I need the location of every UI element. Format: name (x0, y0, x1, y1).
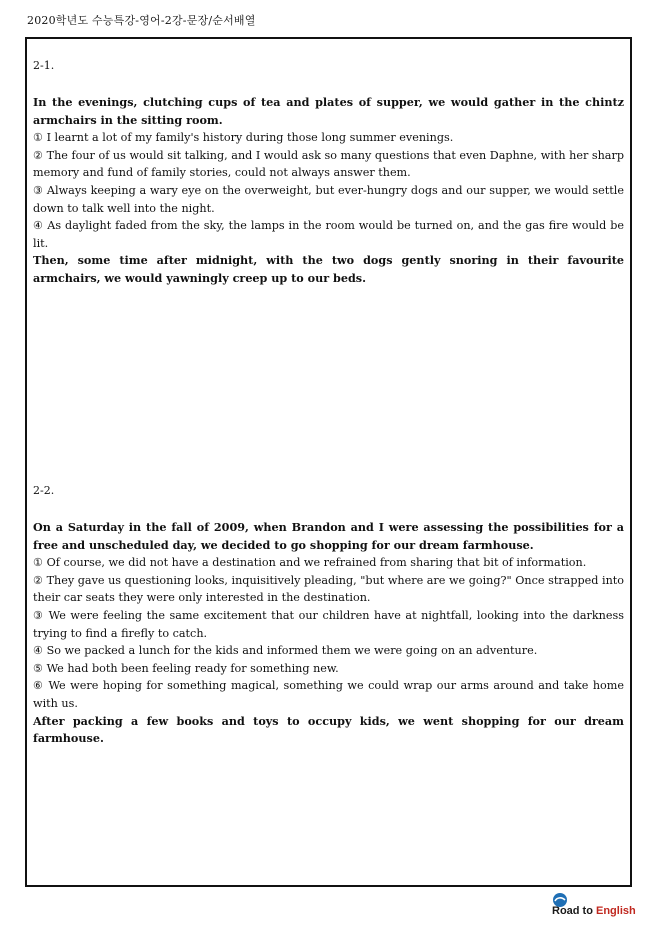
document-header-title: 2020학년도 수능특강-영어-2강-문장/순서배열 (27, 14, 256, 27)
option-3: ③ We were feeling the same excitement that our children have at nightfall, looking into the darkness trying to find a firefly to catch. (33, 608, 624, 640)
option-1: ① I learnt a lot of my family's history during those long summer evenings. (33, 131, 454, 145)
option-4: ④ As daylight faded from the sky, the lamps in the room would be turned on, and the gas fire would be lit. (33, 219, 624, 250)
question-label: 2-1. (33, 59, 55, 72)
question-2-1 (33, 59, 624, 288)
content-frame (25, 37, 632, 887)
question-2-2 (33, 484, 624, 748)
logo-text (552, 905, 636, 917)
conclusion-sentence: Then, some time after midnight, with the two dogs gently snoring in their favourite armchairs, we would yawningly creep up to our beds. (33, 253, 624, 285)
option-2: ② They gave us questioning looks, inquisitively pleading, "but where are we going?" Once strapped into their car seats they were only interested in the destination. (33, 573, 625, 605)
option-4: ④ So we packed a lunch for the kids and informed them we were going on an adventure. (33, 644, 538, 658)
option-6: ⑥ We were hoping for something magical, something we could wrap our arms around and take home with us. (33, 679, 624, 710)
logo-text-english: English (596, 905, 636, 917)
road-to-english-logo (552, 892, 636, 922)
conclusion-sentence: After packing a few books and toys to occupy kids, we went shopping for our dream farmhouse. (33, 713, 624, 746)
logo-text-road-to: Road to (552, 905, 596, 917)
option-2: ② The four of us would sit talking, and I would ask so many questions that even Daphne, with her sharp memory and fund of family stories, could not always answer them. (33, 148, 624, 180)
question-label: 2-2. (33, 484, 55, 497)
intro-sentence: In the evenings, clutching cups of tea and plates of supper, we would gather in the chintz armchairs in the sitting room. (33, 95, 624, 127)
option-5: ⑤ We had both been feeling ready for something new. (33, 661, 339, 675)
option-3: ③ Always keeping a wary eye on the overweight, but ever-hungry dogs and our supper, we would settle down to talk well into the night. (33, 183, 624, 215)
intro-sentence: On a Saturday in the fall of 2009, when Brandon and I were assessing the possibilities for a free and unscheduled day, we decided to go shopping for our dream farmhouse. (33, 520, 624, 552)
option-1: ① Of course, we did not have a destination and we refrained from sharing that bit of information. (33, 556, 587, 570)
